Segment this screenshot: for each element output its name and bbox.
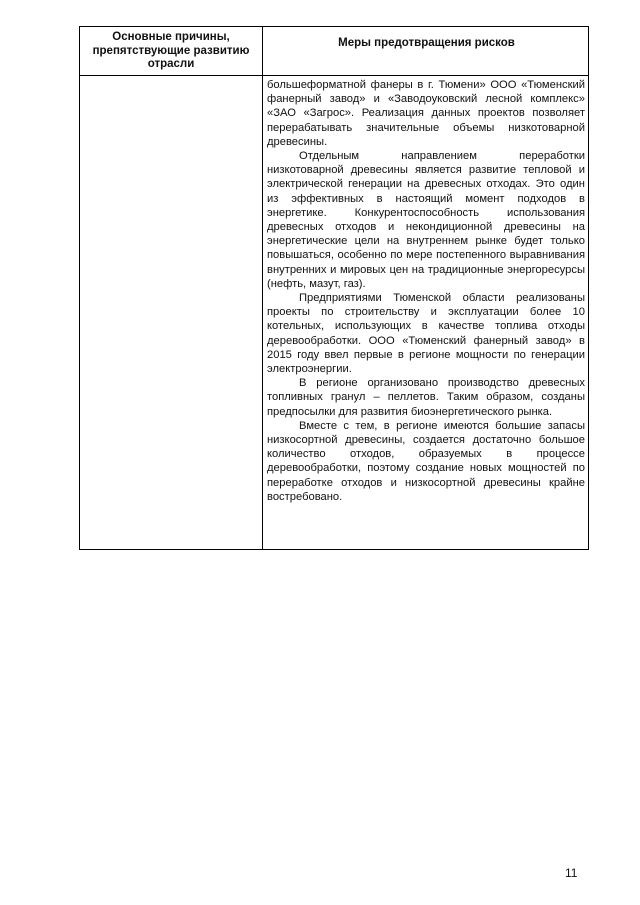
paragraph-3: Предприятиями Тюменской области реализованы проекты по строительству и эксплуатации более 10 котельных, использующих в качестве топлива отходы деревообработки. ООО «Тюменский фанерный завод» в 2015 году ввел первые в регионе мощности по генерации электроэнергии. [267, 292, 585, 376]
column-divider [262, 27, 263, 549]
paragraph-4: В регионе организовано производство древесных топливных гранул – пеллетов. Таким образом, созданы предпосылки для развития биоэнергетического рынка. [267, 377, 585, 418]
paragraph-1: большеформатной фанеры в г. Тюмени» ООО «Тюменский фанерный завод» и «Заводоуковский лесной комплекс» «ЗАО «Загрос». Реализация данных проектов позволяет перерабатывать значительные объемы низкотоварной древесины. [267, 79, 585, 148]
measures-cell [267, 78, 585, 504]
risk-measures-table [79, 26, 589, 550]
header-measures: Меры предотвращения рисков [338, 37, 515, 49]
table-header-row [80, 27, 588, 76]
page-number: 11 [565, 866, 578, 880]
paragraph-5: Вместе с тем, в регионе имеются большие запасы низкосортной древесины, создается достаточно большое количество отходов, образуемых в процессе деревообработки, поэтому создание новых мощностей по переработке отходов и низкосортной древесины крайне востребовано. [267, 419, 585, 503]
paragraph-2: Отдельным направлением переработки низкотоварной древесины является развитие тепловой и электрической генерации на древесных отходах. Это один из эффективных в настоящий момент подходов в энергетике. Конкурентоспособность использования древесных отходов и некондиционной древесины на энергетические цели на внутреннем рынке будет только повышаться, особенно по мере постепенного выравнивания внутренних и мировых цен на традиционные энергоресурсы (нефть, мазут, газ). [267, 150, 585, 290]
header-causes: Основные причины, препятствующие развитию отрасли [92, 31, 250, 70]
